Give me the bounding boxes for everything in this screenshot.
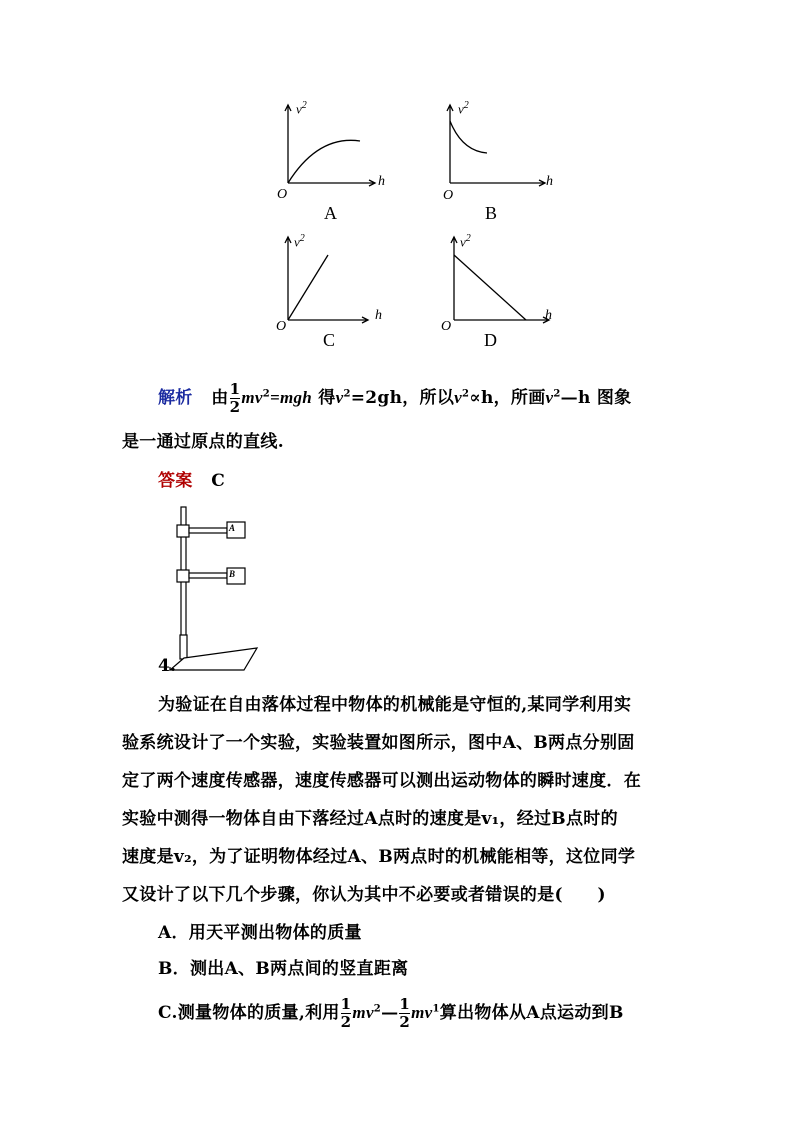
question-line: 速度是v₂，为了证明物体经过A、B两点时的机械能相等，这位同学 [122,847,636,867]
graph-a-label: A [324,203,337,223]
graph-b-origin: O [443,188,454,203]
question-line: 定了两个速度传感器，速度传感器可以测出运动物体的瞬时速度．在 [122,771,641,791]
question-number: 4. [158,656,177,676]
graph-a-origin: O [277,187,288,202]
sensor-b-label: B [229,569,236,579]
answer-value: C [211,471,226,491]
graph-a-y-label: $v^2$ [296,100,307,117]
question-line: 又设计了以下几个步骤，你认为其中不必要或者错误的是( ) [122,885,606,905]
fraction: $\frac{1}{2}$ [229,380,241,416]
question-line: 为验证在自由落体过程中物体的机械能是守恒的,某同学利用实 [158,695,632,715]
graph-c-x-label: h [375,308,382,323]
answer-line [158,470,225,492]
sensor-a-label: A [229,523,236,533]
graph-d-y-label: $v^2$ [460,233,471,250]
analysis-line-2: 是一通过原点的直线. [122,432,284,452]
option-a: A．用天平测出物体的质量 [158,923,362,943]
graph-c-y-label: $v^2$ [294,233,305,250]
option-c: C.测量物体的质量,利用 $\frac{1}{2}$ $mv^2—$ $\frac{1}{2}$ $mv^1$算出物体从A点运动到B [158,995,624,1031]
graph-d-label: D [484,330,497,350]
question-line: 验系统设计了一个实验，实验装置如图所示，图中A、B两点分别固 [122,733,635,753]
graph-c-label: C [323,330,336,350]
option-b: B．测出A、B两点间的竖直距离 [158,959,409,979]
apparatus-figure [160,505,270,673]
option-graphs [270,95,570,355]
graph-d-x-label: h [545,308,552,323]
graph-b-y-label: $v^2$ [458,100,469,117]
graph-a-x-label: h [378,174,385,189]
analysis-line-1: 解析 由 $\frac{1}{2}$ $mv^2=mgh$ 得$v^2=2gh$，所以$v^2\propto h$，所画$v^2—h$ 图象 [158,380,632,416]
answer-tag: 答案 [158,471,193,491]
graph-b-label: B [485,203,498,223]
graph-b-x-label: h [546,174,553,189]
graph-c-origin: O [276,319,287,334]
question-line: 实验中测得一物体自由下落经过A点时的速度是v₁，经过B点时的 [122,809,618,829]
analysis-tag: 解析 [158,388,193,408]
graph-d-origin: O [441,319,452,334]
